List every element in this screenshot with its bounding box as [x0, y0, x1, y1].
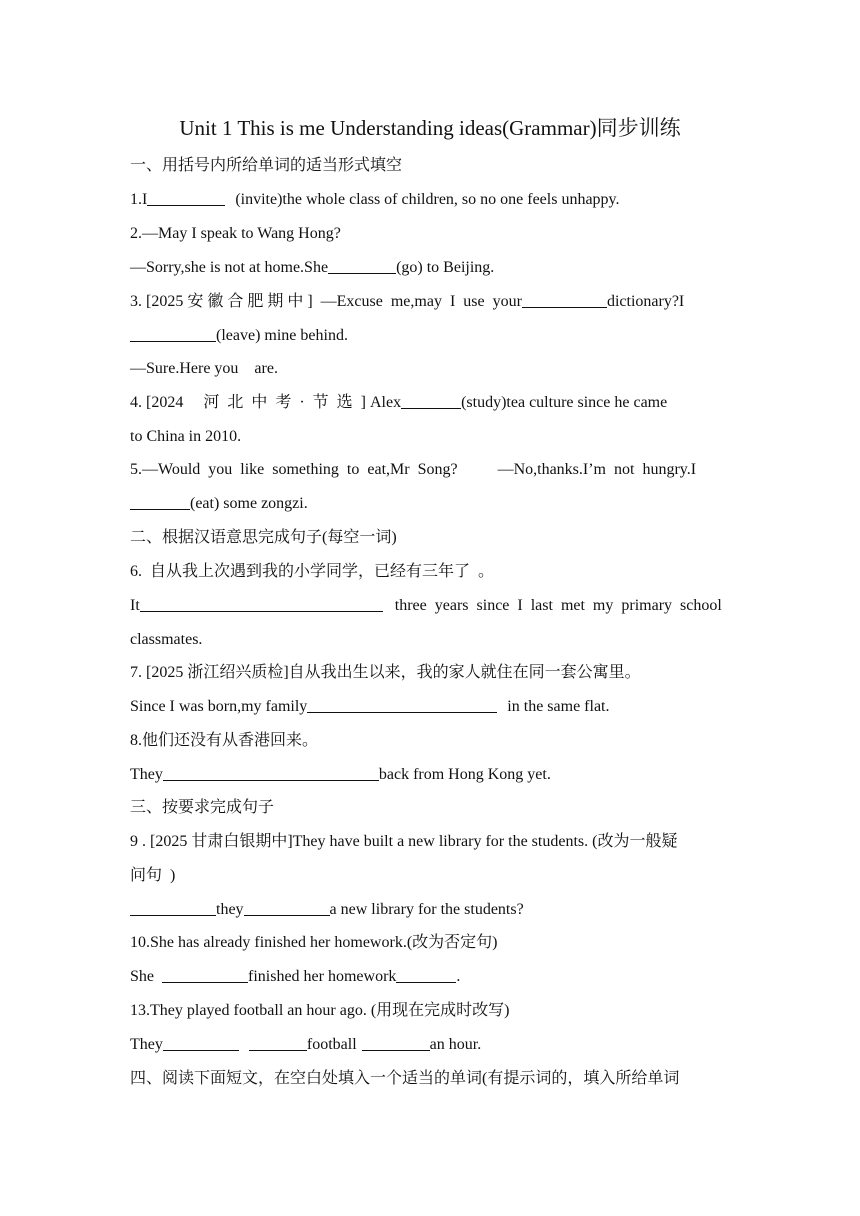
question-3-line-1: 3. [2025 安 徽 合 肥 期 中 ] —Excuse me,may I use your dictionary?I	[130, 293, 685, 310]
answer-blank[interactable]	[130, 899, 216, 916]
question-2-line-1: 2.—May I speak to Wang Hong?	[130, 225, 341, 242]
answer-blank[interactable]	[244, 899, 330, 916]
question-1: 1.I (invite)the whole class of children, so no one feels unhappy.	[130, 191, 620, 208]
question-2-line-2: —Sorry,she is not at home.She (go) to Beijing.	[130, 259, 495, 276]
answer-blank[interactable]	[307, 696, 497, 713]
answer-blank[interactable]	[163, 1034, 239, 1051]
question-13-answer: They football an hour.	[130, 1036, 482, 1053]
answer-blank[interactable]	[362, 1034, 430, 1051]
answer-blank[interactable]	[396, 966, 456, 983]
answer-blank[interactable]	[130, 493, 190, 510]
section-3-heading: 三、按要求完成句子	[130, 799, 275, 816]
question-5-line-1: 5.—Would you like something to eat,Mr Song? —No,thanks.I’m not hungry.I	[130, 461, 697, 478]
answer-blank[interactable]	[140, 595, 383, 612]
answer-blank[interactable]	[163, 764, 379, 781]
question-6-english: It three years since I last met my primary school	[130, 597, 722, 614]
question-9-answer: they a new library for the students?	[130, 899, 732, 921]
question-6-english-line-2: classmates.	[130, 631, 203, 648]
section-4-heading: 四、阅读下面短文，在空白处填入一个适当的单词(有提示词的，填入所给单词	[130, 1070, 680, 1087]
section-2-heading: 二、根据汉语意思完成句子(每空一词)	[130, 529, 397, 546]
question-3-line-3: —Sure.Here you are.	[130, 360, 278, 377]
question-10-line-1: 10.She has already finished her homework.(改为否定句)	[130, 934, 498, 951]
question-6-chinese: 6. 自从我上次遇到我的小学同学，已经有三年了 。	[130, 563, 495, 580]
question-4-line-1: 4. [2024 河 北 中 考 · 节 选 ] Alex (study)tea culture since he came	[130, 394, 668, 411]
question-7-english: Since I was born,my family in the same flat.	[130, 698, 610, 715]
answer-blank[interactable]	[147, 189, 225, 206]
answer-blank[interactable]	[130, 325, 216, 342]
answer-blank[interactable]	[401, 392, 461, 409]
question-9-line-1: 9 . [2025 甘肃白银期中]They have built a new library for the students. (改为一般疑	[130, 833, 678, 850]
question-4-line-2: to China in 2010.	[130, 428, 242, 445]
question-7-chinese: 7. [2025 浙江绍兴质检]自从我出生以来，我的家人就住在同一套公寓里。	[130, 664, 641, 681]
answer-blank[interactable]	[162, 966, 248, 983]
answer-blank[interactable]	[522, 291, 607, 308]
question-5-line-2: (eat) some zongzi.	[130, 493, 732, 515]
section-1-heading: 一、用括号内所给单词的适当形式填空	[130, 157, 403, 174]
question-9-line-2: 问句 )	[130, 867, 176, 884]
question-10-answer: She finished her homework .	[130, 968, 461, 985]
question-8-english: They back from Hong Kong yet.	[130, 766, 551, 783]
question-3-line-2: (leave) mine behind.	[130, 325, 732, 347]
question-8-chinese: 8.他们还没有从香港回来。	[130, 732, 319, 749]
answer-blank[interactable]	[249, 1034, 307, 1051]
answer-blank[interactable]	[328, 257, 396, 274]
page-title: Unit 1 This is me Understanding ideas(Grammar)同步训练	[179, 116, 681, 140]
question-13-line-1: 13.They played football an hour ago. (用现在完成时改写)	[130, 1002, 510, 1019]
